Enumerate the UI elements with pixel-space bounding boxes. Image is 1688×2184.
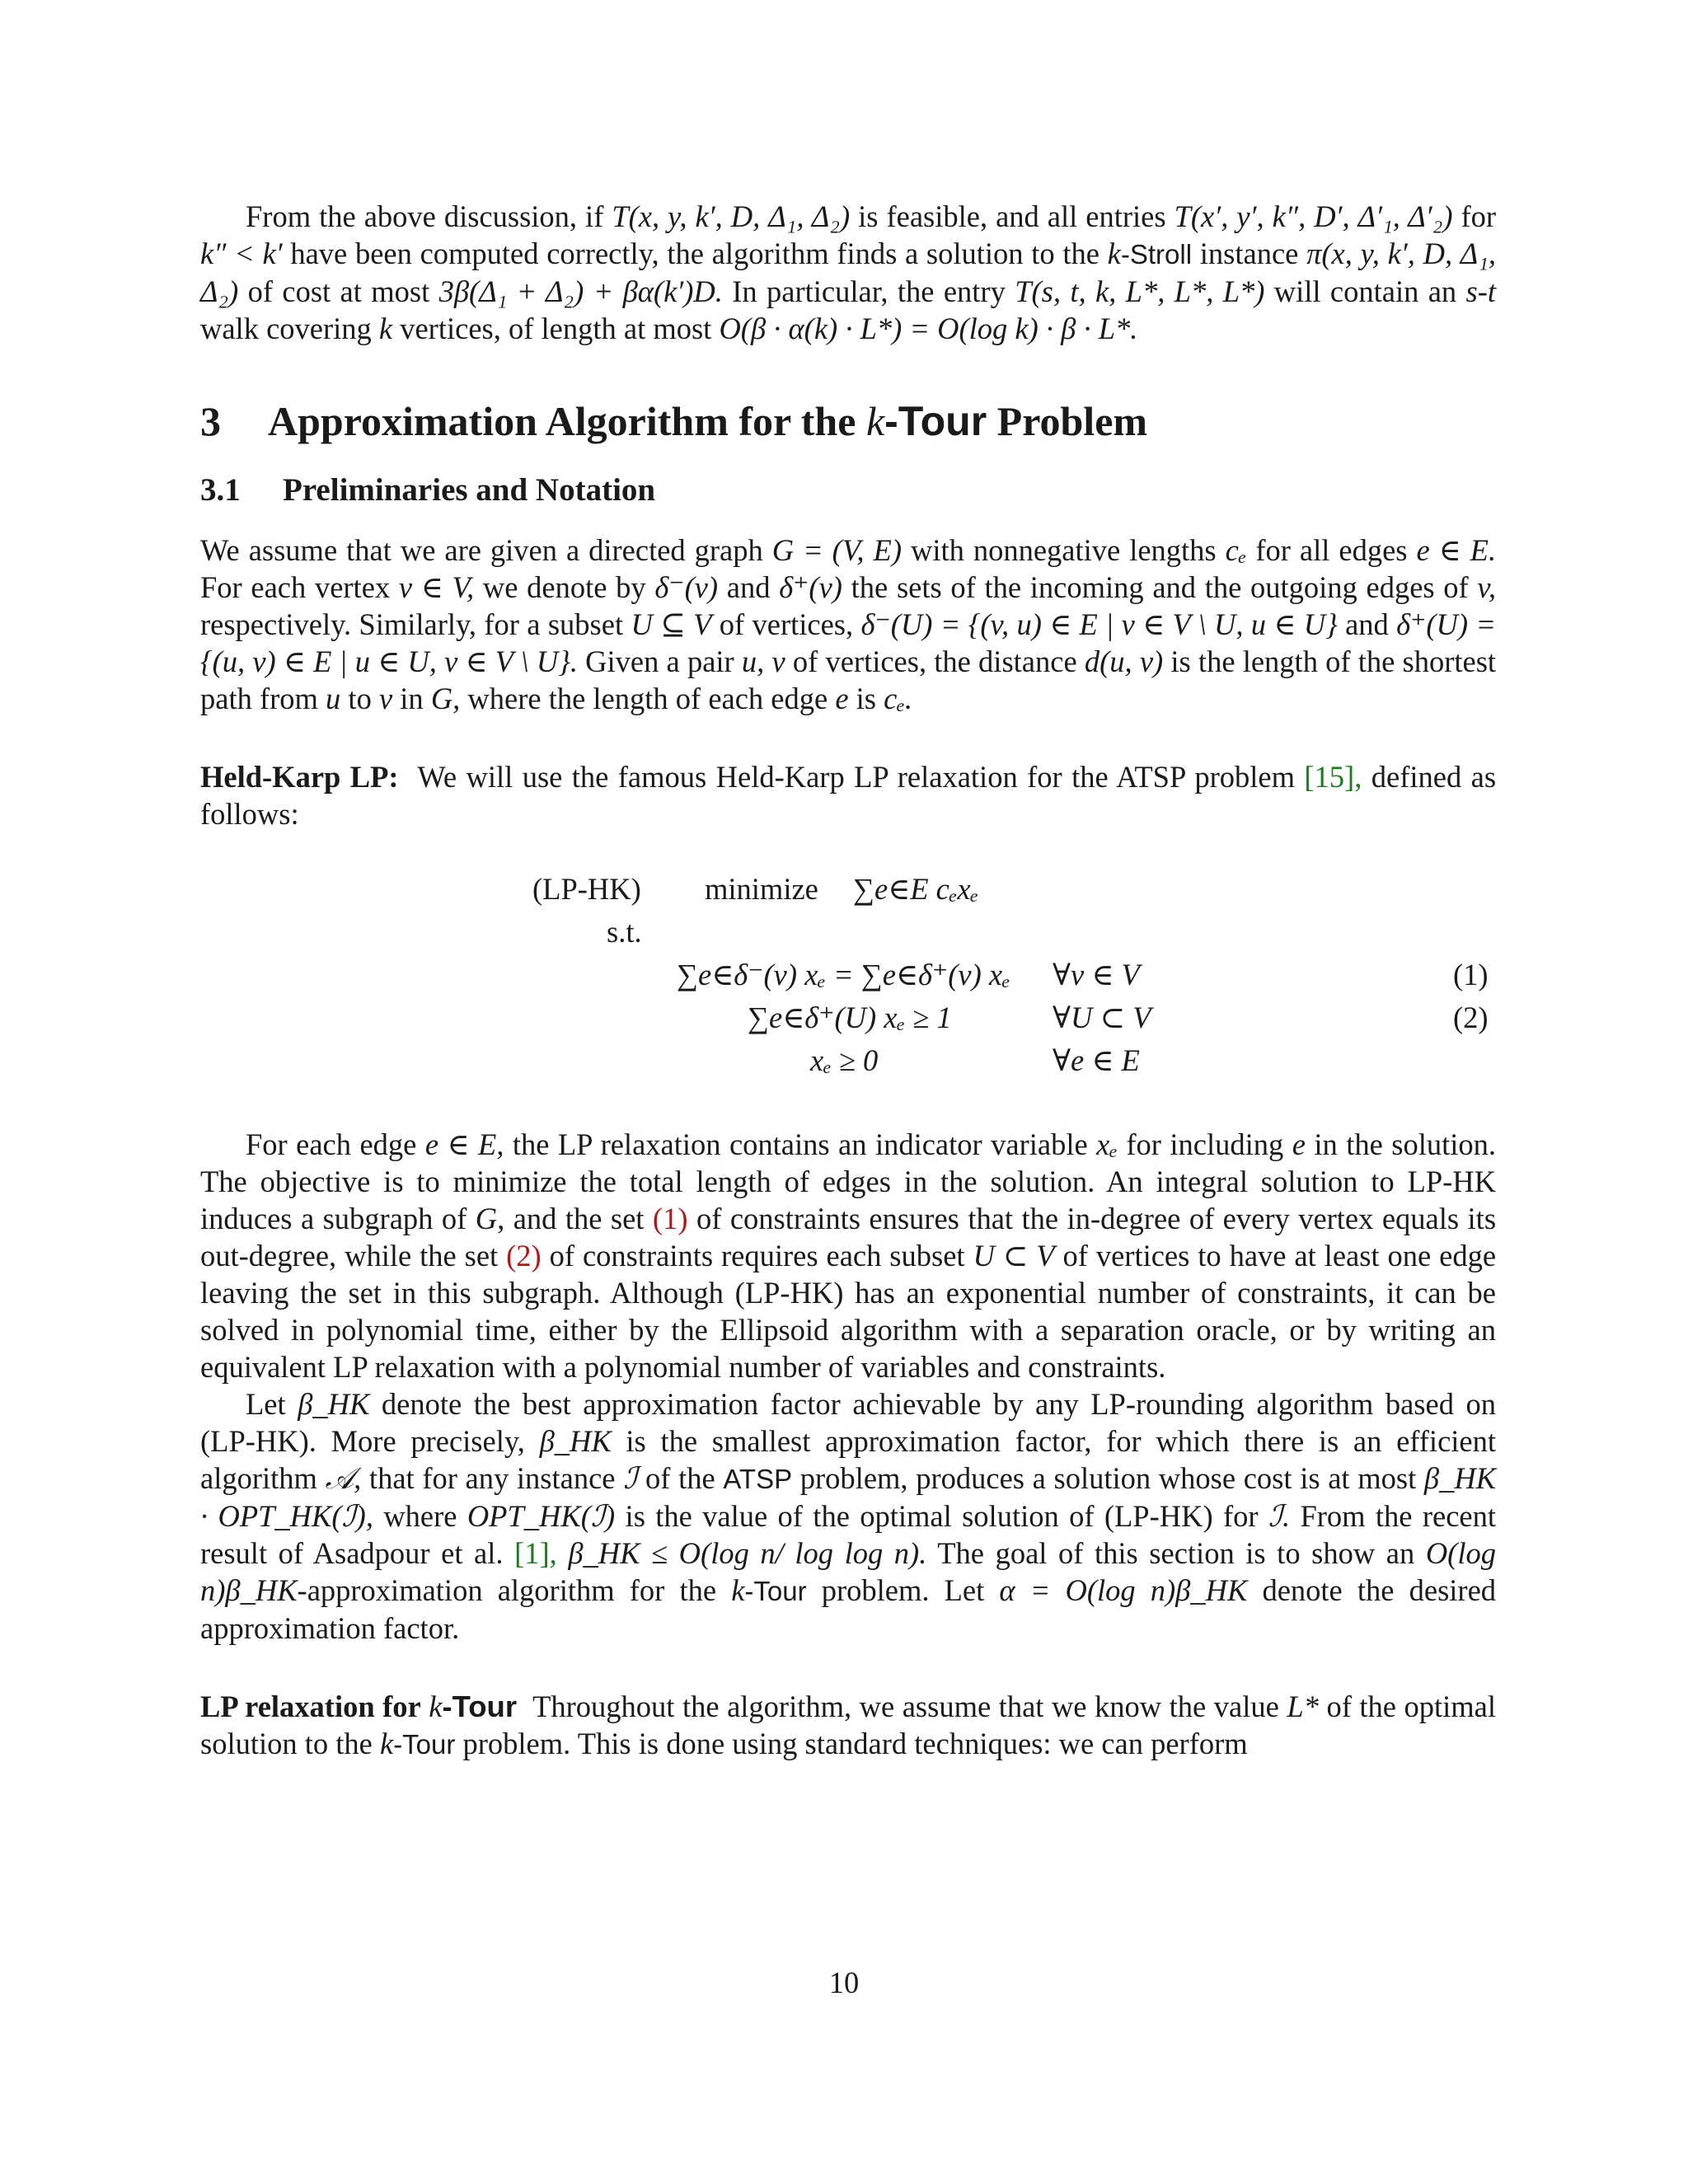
text: with nonnegative lengths [910,533,1217,567]
math: e ∈ E. [1416,533,1497,567]
section-number: 3 [200,398,221,444]
text: defined as follows: [200,760,1497,831]
text: for [1461,199,1497,233]
math: β_HK ≤ O(log n/ log log n). [568,1536,927,1570]
text: Given a pair [585,644,734,678]
math: G, [475,1202,505,1235]
text: will contain an [1273,274,1457,308]
text: and [726,570,771,604]
math: OPT_HK(ℐ) [467,1499,616,1533]
text: is the value of the optimal solution of (LP-HK) for [625,1499,1259,1533]
section-title: Problem [996,398,1148,444]
text: -approximation algorithm for the [297,1573,717,1607]
text: of vertices, [719,607,854,641]
text: We will use the famous Held-Karp LP relaxation for the ATSP problem [417,760,1295,794]
text: instance [1199,237,1299,270]
text: problem. This is done using standard techniques: we can perform [462,1727,1248,1760]
math: e [835,682,849,715]
text: For each edge [246,1127,417,1161]
lp-constraint-3: xₑ ≥ 0 [810,1043,879,1077]
lp-constraint-1: ∑e∈δ⁻(v) xₑ = ∑e∈δ⁺(v) xₑ [677,958,1010,991]
math: δ⁺(v) [779,570,842,604]
subsection-title: Preliminaries and Notation [283,472,656,508]
math: L* [1287,1690,1319,1723]
section-heading [200,396,1496,446]
lp-quantifier-3: ∀e ∈ E [1053,1043,1140,1077]
math: α = O(log n)β_HK [999,1573,1248,1607]
text: denote the desired approximation factor. [200,1573,1497,1645]
math: T(x, y, k′, D, Δ₁, Δ₂) [612,199,851,233]
math: G, [430,682,461,715]
text: The goal of this section is to show an [937,1536,1415,1570]
math: k [865,398,885,444]
math: U ⊆ V [631,607,712,641]
subsection-heading [200,471,1496,510]
section-title: Approximation Algorithm for the [268,398,856,444]
math: O(β · α(k) · L*) = O(log k) · β · L*. [719,312,1138,345]
text: problem. Let [821,1573,985,1607]
page-number: 10 [828,1966,860,1999]
lp-quantifier-2: ∀U ⊂ V [1053,1001,1151,1034]
math: u, v [741,644,785,678]
paragraph-preliminaries [200,532,1496,717]
text: Let [246,1387,286,1421]
text: is the length of the shortest path from [200,644,1497,715]
text: is the smallest approximation factor, for which there is an efficient algorithm [200,1424,1497,1495]
math: O(log n)β_HK [200,1536,1496,1607]
math: v ∈ V, [398,570,475,604]
citation-link[interactable]: [1], [514,1536,557,1570]
text: of the [645,1461,715,1495]
math: e [1292,1127,1306,1161]
text: For each vertex [200,570,391,604]
math: β_HK [298,1387,370,1421]
math: T(s, t, k, L*, L*, L*) [1015,274,1265,308]
text: where the length of each edge [467,682,828,715]
math: k [378,312,393,345]
text: for including [1126,1127,1284,1161]
text: in the solution. The objective is to minimize the total length of edges in the solution. An integral solution to LP-HK induces a subgraph of [200,1127,1496,1235]
math: xₑ [1096,1127,1118,1161]
math: G = (V, E) [771,533,902,567]
lp-formulation [200,870,1496,1118]
text: we denote by [482,570,646,604]
text: of the optimal solution to the [200,1690,1497,1760]
paragraph-intro [200,198,1496,347]
math: k [1107,237,1121,270]
lp-objective: ∑e∈E cₑxₑ [853,872,979,906]
problem-name: -Stroll [1120,239,1193,269]
math: s-t [1465,274,1497,308]
text: of vertices to have at least one edge leaving the set in this subgraph. Although (LP-HK) has an exponential number of constraints, it can be solved in polynomial time, either by the Ellipsoid algorithm with a separation oracle, or by writing an equivalent LP relaxation with a polynomial number of variables and constraints. [200,1239,1497,1384]
text: the sets of the incoming and the outgoing edges of [851,570,1469,604]
math: v [378,682,393,715]
paragraph-heading: LP relaxation for [200,1690,421,1723]
math: β_HK [539,1424,612,1458]
text: where [383,1499,457,1533]
text: in [400,682,424,715]
problem-name: -Tour [393,1729,456,1760]
math: 𝒜, [325,1461,362,1495]
math: π(x, y, k′, D, Δ₁, Δ₂) [200,237,1497,308]
text: problem, produces a solution whose cost is at most [799,1461,1417,1495]
paragraph-heading: Held-Karp LP: [200,760,399,794]
text: and the set [513,1202,645,1235]
math: ℐ. [1268,1499,1291,1533]
math: T(x′, y′, k″, D′, Δ′₁, Δ′₂) [1174,199,1453,233]
equation-number-2: (2) [1453,1001,1489,1034]
text: that for any instance [368,1461,616,1495]
text: have been computed correctly, the algorithm finds a solution to the [290,237,1100,270]
math: δ⁻(v) [654,570,719,604]
subsection-number: 3.1 [200,472,241,508]
text: of vertices, the distance [792,644,1077,678]
problem-name: -Tour [744,1576,807,1606]
math: δ⁺(U) = {(u, v) ∈ E | u ∈ U, v ∈ V \ U}. [200,607,1497,678]
math: u [326,682,341,715]
text: to [348,682,372,715]
text: for all edges [1255,533,1408,567]
page-content [200,198,1496,1763]
text: is [856,682,877,715]
math: v, [1477,570,1497,604]
text: vertices, of length at most [400,312,712,345]
problem-name: -Tour [442,1690,518,1723]
text: We assume that we are given a directed graph [200,533,763,567]
paragraph-lp-description [200,1126,1496,1385]
text: is feasible, and all entries [858,199,1166,233]
text: and [1345,607,1389,641]
paragraph-held-karp [200,758,1496,832]
lp-label: (LP-HK) [532,872,641,906]
text: the LP relaxation contains an indicator variable [512,1127,1088,1161]
math: cₑ. [884,682,913,715]
equation-number-1: (1) [1453,958,1489,991]
math: k [379,1727,394,1760]
math: k [731,1573,745,1607]
text: denote the best approximation factor achievable by any LP-rounding algorithm based on (LP-HK). More precisely, [200,1387,1497,1458]
math: ℐ [623,1461,638,1495]
text: From the above discussion, if [246,199,604,233]
text: of constraints requires each subset [549,1239,965,1272]
paragraph-beta-hk [200,1385,1496,1647]
math: d(u, v) [1084,644,1164,678]
text: of constraints ensures that the in-degree of every vertex equals its out-degree, while the set [200,1202,1497,1272]
text: walk covering [200,312,372,345]
math: k [429,1690,443,1723]
math: δ⁻(U) = {(v, u) ∈ E | v ∈ V \ U, u ∈ U} [860,607,1338,641]
math: β_HK · OPT_HK(ℐ), [200,1461,1497,1533]
math: 3β(Δ₁ + Δ₂) + βα(k′)D. [438,274,723,308]
equation-reference-1[interactable]: (1) [652,1202,688,1235]
lp-quantifier-1: ∀v ∈ V [1053,958,1140,991]
text: respectively. Similarly, for a subset [200,607,624,641]
text: In particular, the entry [732,274,1006,308]
paragraph-ktour-lp [200,1688,1496,1763]
math: e ∈ E, [424,1127,504,1161]
text: of cost at most [247,274,430,308]
math: cₑ [1225,533,1247,567]
lp-minimize: minimize [705,872,818,906]
citation-link[interactable]: [15], [1304,760,1362,794]
lp-constraint-2: ∑e∈δ⁺(U) xₑ ≥ 1 [748,1001,952,1034]
text: From the recent result of Asadpour et al. [200,1499,1496,1570]
math: U ⊂ V [973,1239,1055,1272]
equation-reference-2[interactable]: (2) [506,1239,542,1272]
spacer [200,717,1496,758]
math: k″ < k′ [200,237,283,270]
problem-name: ATSP [723,1464,793,1494]
text: Throughout the algorithm, we assume that we know the value [532,1690,1279,1723]
lp-subject-to: s.t. [607,915,642,949]
problem-name: -Tour [884,398,987,444]
spacer [200,1647,1496,1688]
